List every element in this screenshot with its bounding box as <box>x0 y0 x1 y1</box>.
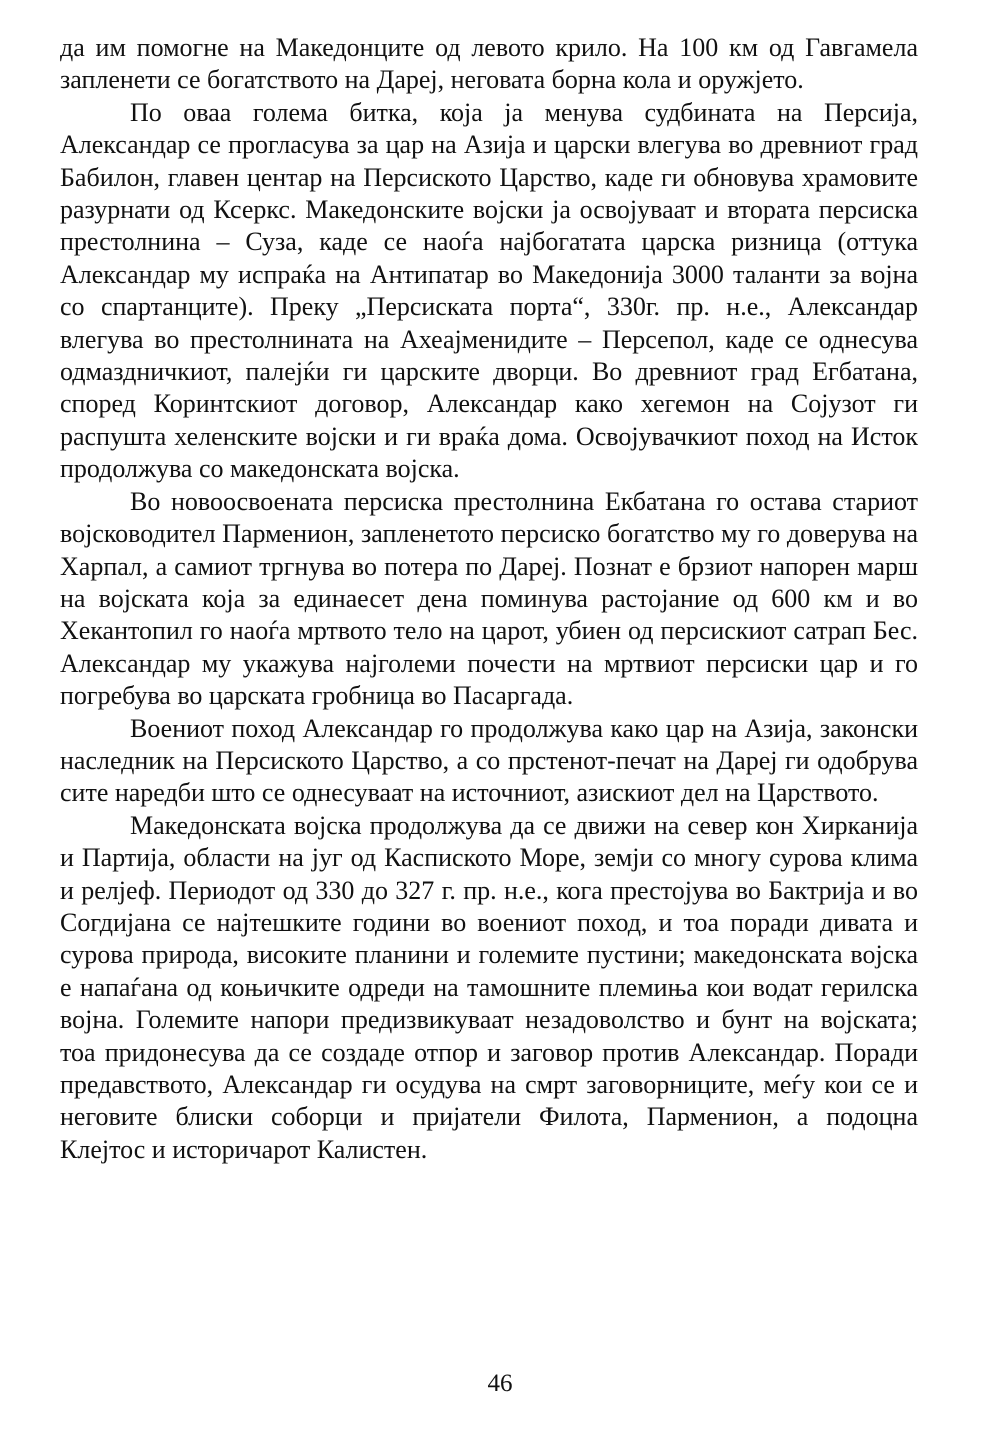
paragraph-1: да им помогне на Македонците од левото крило. На 100 км од Гавгамела запленети се богатството на Дареј, неговата борна кола и оружјето. <box>60 33 918 95</box>
page-body <box>60 32 918 1166</box>
paragraph-5: Македонската војска продолжува да се движи на север кон Хирканија и Партија, области на југ од Каспиското Море, земји со многу сурова клима и релјеф. Периодот од 330 до 327 г. пр. н.е., кога престојува во Бактрија и во Согдијана се најтешките години во воениот поход, и тоа поради дивата и сурова природа, високите планини и големите пустини; македонската војска е напаѓана од коњичките одреди на тамошните племиња кои водат герилска војна. Големите напори предизвикуваат незадоволство и бунт на војската; тоа придонесува да се создаде отпор и заговор против Александар. Поради предавството, Александар ги осудува на смрт заговорниците, меѓу кои се и неговите блиски соборци и пријатели Филота, Парменион, а подоцна Клејтос и историчарот Калистен. <box>60 810 918 1164</box>
paragraph-3: Во новоосвоената персиска престолнина Екбатана го остава стариот војсководител Парменион, запленетото персиско богатство му го доверува на Харпал, а самиот тргнува во потера по Дареј. Познат е брзиот напорен марш на војската која за единаесет дена поминува растојание од 600 км и во Хекантопил го наоѓа мртвото тело на царот, убиен од персискиот сатрап Бес. Александар му укажува најголеми почести на мртвиот персиски цар и го погребува во царската гробница во Пасаргада. <box>60 486 918 711</box>
paragraph-2: По оваа голема битка, која ја менува судбината на Персија, Александар се прогласува за цар на Азија и царски влегува во древниот град Бабилон, главен центар на Персиското Царство, каде ги обновува храмовите разурнати од Ксеркс. Македонските војски ја освојуваат и втората персиска престолнина – Суза, каде се наоѓа најбогатата царска ризница (оттука Александар му испраќа на Антипатар во Македонија 3000 таланти за војна со спартанците). Преку „Персиската порта“, 330г. пр. н.е., Александар влегува во престолнината на Ахеајменидите – Персепол, каде се однесува одмаздничкиот, палејќи ги царските дворци. Во древниот град Егбатана, според Коринтскиот договор, Александар како хегемон на Сојузот ги распушта хеленските војски и ги враќа дома. Освојувачкиот поход на Исток продолжува со македонската војска. <box>60 97 918 484</box>
paragraph-4: Воениот поход Александар го продолжува како цар на Азија, законски наследник на Персиското Царство, а со прстенот-печат на Дареј ги одобрува сите наредби што се однесуваат на источниот, азискиот дел на Царството. <box>60 713 918 808</box>
page-number: 46 <box>487 1370 513 1397</box>
